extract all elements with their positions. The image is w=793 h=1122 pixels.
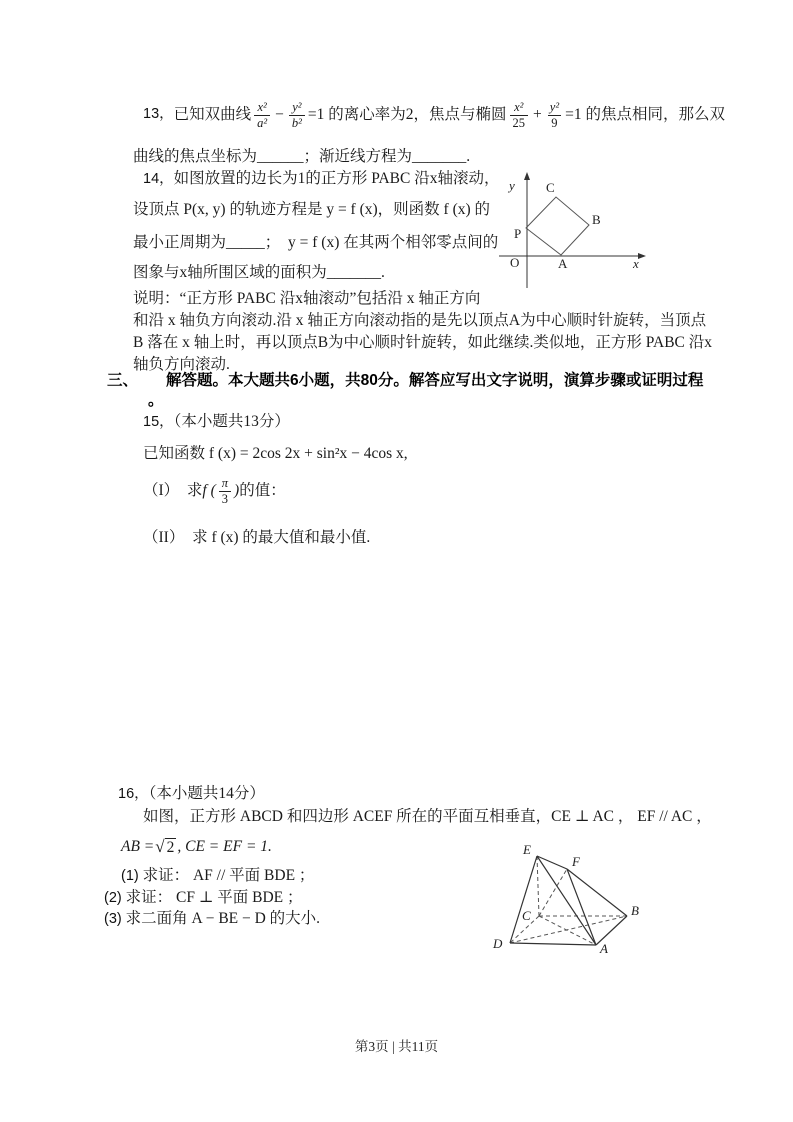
- q14-note-line1: 说明：“正方形 PABC 沿x轴滚动”包括沿 x 轴正方向: [133, 290, 481, 307]
- q15-part1-f-close: ): [234, 481, 240, 499]
- q15-part2: （II） 求 f (x) 的最大值和最小值.: [143, 529, 371, 546]
- visible-edges: [510, 856, 627, 945]
- label-point-p: P: [514, 226, 522, 241]
- q15-part1-tail: 的值：: [239, 481, 286, 499]
- q14-line3: 最小正周期为_____； y = f (x) 在其两个相邻零点间的: [133, 234, 499, 251]
- label-vertex-c: C: [522, 908, 531, 923]
- fraction-pi-3: [219, 476, 231, 507]
- x-axis-arrow: [638, 253, 646, 259]
- q16-intro: 如图，正方形 ABCD 和四边形 ACEF 所在的平面互相垂直，CE ⊥ AC ， EF // AC ，: [143, 808, 712, 825]
- q14-note-line4: 轴负方向滚动.: [133, 356, 230, 373]
- q14-note: [133, 288, 712, 376]
- q16-sub3-number: (3): [104, 911, 122, 927]
- label-vertex-d: D: [493, 936, 503, 951]
- q16-title: [118, 784, 265, 805]
- radical-sign: √: [155, 836, 165, 856]
- edge-cf-dashed: [539, 869, 567, 916]
- q16-number: 16，: [118, 786, 149, 802]
- q16-figure-3d-solid: [480, 840, 660, 962]
- fraction-x2-25: [510, 100, 529, 131]
- q14-line2: 设顶点 P(x, y) 的轨迹方程是 y = f (x)，则函数 f (x) 的: [133, 201, 491, 218]
- fraction-denominator: b²: [289, 115, 305, 131]
- fraction-numerator: π: [221, 475, 229, 490]
- radicand: 2: [166, 838, 175, 856]
- label-vertex-b: B: [631, 903, 639, 918]
- fraction-y2-b2: [289, 100, 305, 131]
- square-pabc: [526, 197, 589, 255]
- y-axis-arrow: [524, 172, 530, 180]
- q16-sub1-text: 求证： AF // 平面 BDE ；: [138, 867, 315, 884]
- fraction-x2-a2: [254, 100, 270, 131]
- q16-sub2-number: (2): [104, 890, 122, 906]
- q16-sub3: [104, 909, 320, 930]
- q16-sub1-number: (1): [121, 868, 139, 884]
- section-3-heading-cont: 。: [148, 392, 164, 409]
- fraction-denominator: a²: [254, 115, 270, 131]
- label-point-c: C: [546, 180, 555, 195]
- label-x-axis: x: [633, 256, 639, 271]
- page-footer: 第3页 | 共11页: [354, 1039, 439, 1054]
- q13-line1: [143, 94, 725, 136]
- q13-blank-1: ______: [257, 148, 304, 165]
- fraction-denominator: 9: [548, 115, 560, 131]
- q13-line2: [133, 147, 470, 168]
- q16-given-rest: , CE = EF = 1.: [177, 837, 272, 855]
- q15-number: 15，: [143, 414, 174, 430]
- q13-text-3: =1 的焦点相同，那么双: [565, 105, 725, 123]
- q13-text-6: .: [466, 148, 471, 165]
- label-origin: O: [510, 255, 520, 270]
- q14-line4: 图象与x轴所围区域的面积为_______.: [133, 264, 385, 281]
- q15-title: [143, 412, 290, 433]
- q16-sub2-text: 求证： CF ⊥ 平面 BDE ；: [121, 889, 303, 906]
- q16-sub2: [104, 888, 303, 909]
- q13-text-2: =1 的离心率为2，焦点与椭圆: [307, 105, 507, 123]
- section-3-label: 三、: [107, 372, 139, 389]
- q15-part1-text: （I） 求: [143, 481, 203, 499]
- label-point-b: B: [592, 212, 601, 227]
- q13-text-5: ；渐近线方程为: [303, 148, 413, 165]
- q15-part1: [143, 473, 286, 509]
- sqrt-expression: [155, 838, 176, 857]
- fraction-denominator: 3: [219, 491, 231, 507]
- q15-part1-f-open: f (: [202, 481, 216, 499]
- q14-text-1: 如图放置的边长为1的正方形 PABC 沿x轴滚动，: [173, 170, 500, 187]
- edge-ec-dashed: [537, 856, 539, 916]
- fraction-numerator: x²: [514, 99, 524, 114]
- edge-ed: [510, 856, 537, 943]
- q16-given-ab: AB =: [121, 837, 155, 855]
- label-vertex-a: A: [600, 941, 608, 956]
- label-vertex-f: F: [572, 854, 580, 869]
- plus-operator: +: [533, 105, 542, 123]
- q14-number: 14，: [143, 171, 174, 187]
- section-3-text: 解答题。本大题共6小题，共80分。解答应写出文字说明，演算步骤或证明过程: [166, 372, 704, 389]
- q16-sub1: [121, 866, 314, 887]
- q14-note-line2: 和沿 x 轴负方向滚动.沿 x 轴正方向滚动指的是先以顶点A为中心顺时针旋转，当顶点: [133, 312, 707, 329]
- q14-note-line3: B 落在 x 轴上时，再以顶点B为中心顺时针旋转，如此继续.类似地，正方形 PABC 沿x: [133, 334, 712, 351]
- q13-blank-2: _______: [412, 148, 467, 165]
- q13-text-4: 曲线的焦点坐标为: [133, 148, 258, 165]
- section-3-heading: [107, 371, 703, 392]
- fraction-numerator: y²: [549, 99, 560, 114]
- fraction-denominator: 25: [510, 115, 529, 131]
- q13-text-1: 已知双曲线: [173, 105, 252, 123]
- q15-title-text: （本小题共13分）: [173, 413, 290, 430]
- fraction-y2-9: [547, 100, 562, 131]
- fraction-numerator: y²: [292, 99, 302, 114]
- q16-given: [121, 835, 272, 859]
- label-y-axis: y: [509, 178, 515, 193]
- q16-title-text: （本小题共14分）: [148, 785, 265, 802]
- q14-figure-square-on-axes: [495, 168, 690, 296]
- label-vertex-e: E: [523, 842, 531, 857]
- q15-given: 已知函数 f (x) = 2cos 2x + sin²x − 4cos x,: [143, 445, 408, 462]
- edge-ca-dashed: [539, 916, 596, 945]
- minus-operator: −: [275, 105, 284, 123]
- q16-sub3-text: 求二面角 A − BE − D 的大小.: [121, 910, 321, 927]
- q14-line1: [143, 169, 499, 190]
- edge-da: [510, 943, 596, 945]
- label-point-a: A: [558, 256, 568, 271]
- q13-number: 13，: [143, 106, 174, 123]
- fraction-numerator: x²: [257, 99, 267, 114]
